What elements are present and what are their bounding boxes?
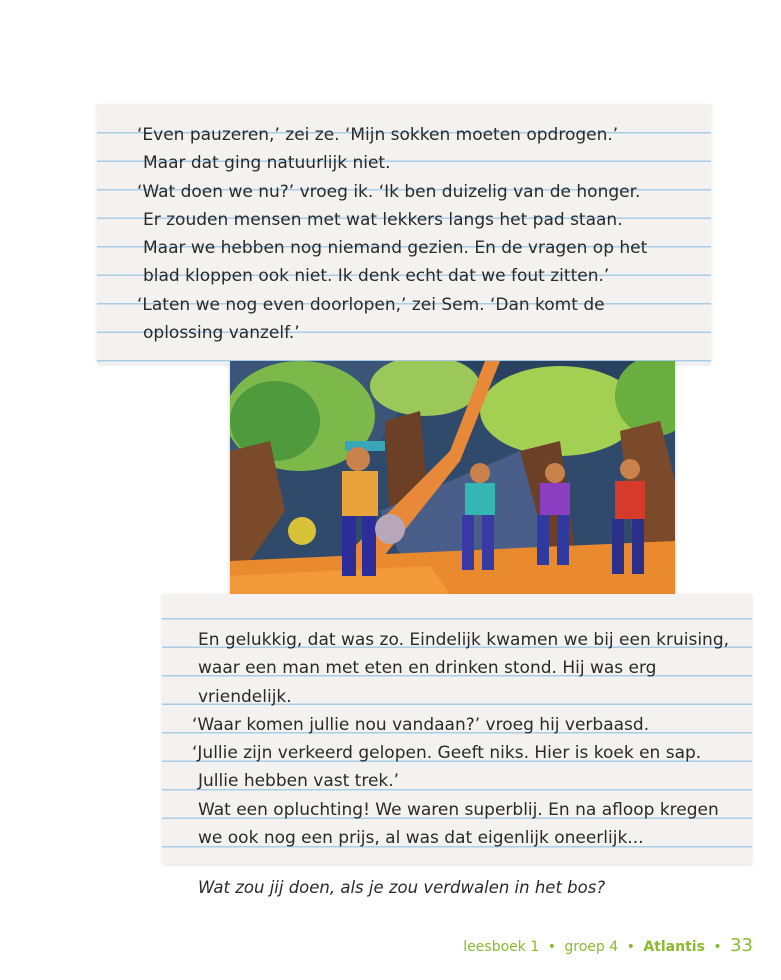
text-line: we ook nog een prijs, al was dat eigenlijk oneerlijk... bbox=[198, 828, 644, 849]
footer-book: leesboek 1 bbox=[463, 939, 540, 955]
text-line: Jullie hebben vast trek.’ bbox=[198, 771, 400, 792]
text-line: ‘Waar komen jullie nou vandaan?’ vroeg hij verbaasd. bbox=[192, 714, 650, 735]
text-line: ‘Jullie zijn verkeerd gelopen. Geeft niks. Hier is koek en sap. bbox=[192, 743, 702, 764]
text-line: blad kloppen ook niet. Ik denk echt dat we fout zitten.’ bbox=[143, 266, 610, 287]
page-footer bbox=[463, 935, 753, 956]
text-line: En gelukkig, dat was zo. Eindelijk kwamen we bij een kruising, bbox=[198, 630, 730, 650]
text-line: vriendelijk. bbox=[198, 686, 292, 707]
text-line: oplossing vanzelf.’ bbox=[143, 323, 300, 344]
footer-separator: • bbox=[713, 939, 722, 955]
text-line: Er zouden mensen met wat lekkers langs het pad staan. bbox=[143, 209, 623, 230]
footer-separator: • bbox=[547, 939, 556, 955]
text-line: Maar dat ging natuurlijk niet. bbox=[143, 153, 391, 174]
text-line: Wat een opluchting! We waren superblij. En na afloop kregen bbox=[198, 799, 719, 820]
footer-separator: • bbox=[626, 939, 635, 955]
passage-top bbox=[137, 121, 647, 347]
text-line: ‘Wat doen we nu?’ vroeg ik. ‘Ik ben duizelig van de honger. bbox=[137, 181, 641, 202]
text-line: Maar we hebben nog niemand gezien. En de vragen op het bbox=[143, 238, 648, 259]
reflection-question: Wat zou jij doen, als je zou verdwalen in het bos? bbox=[198, 878, 606, 897]
passage-bottom bbox=[192, 626, 729, 852]
child-drawing-illustration bbox=[230, 361, 675, 608]
footer-series: Atlantis bbox=[643, 939, 705, 955]
page-number: 33 bbox=[730, 935, 753, 956]
text-line: ‘Even pauzeren,’ zei ze. ‘Mijn sokken moeten opdrogen.’ bbox=[137, 125, 619, 145]
text-line: waar een man met eten en drinken stond. Hij was erg bbox=[198, 658, 657, 679]
footer-group: groep 4 bbox=[564, 939, 619, 955]
text-line: ‘Laten we nog even doorlopen,’ zei Sem. ‘Dan komt de bbox=[137, 294, 605, 315]
